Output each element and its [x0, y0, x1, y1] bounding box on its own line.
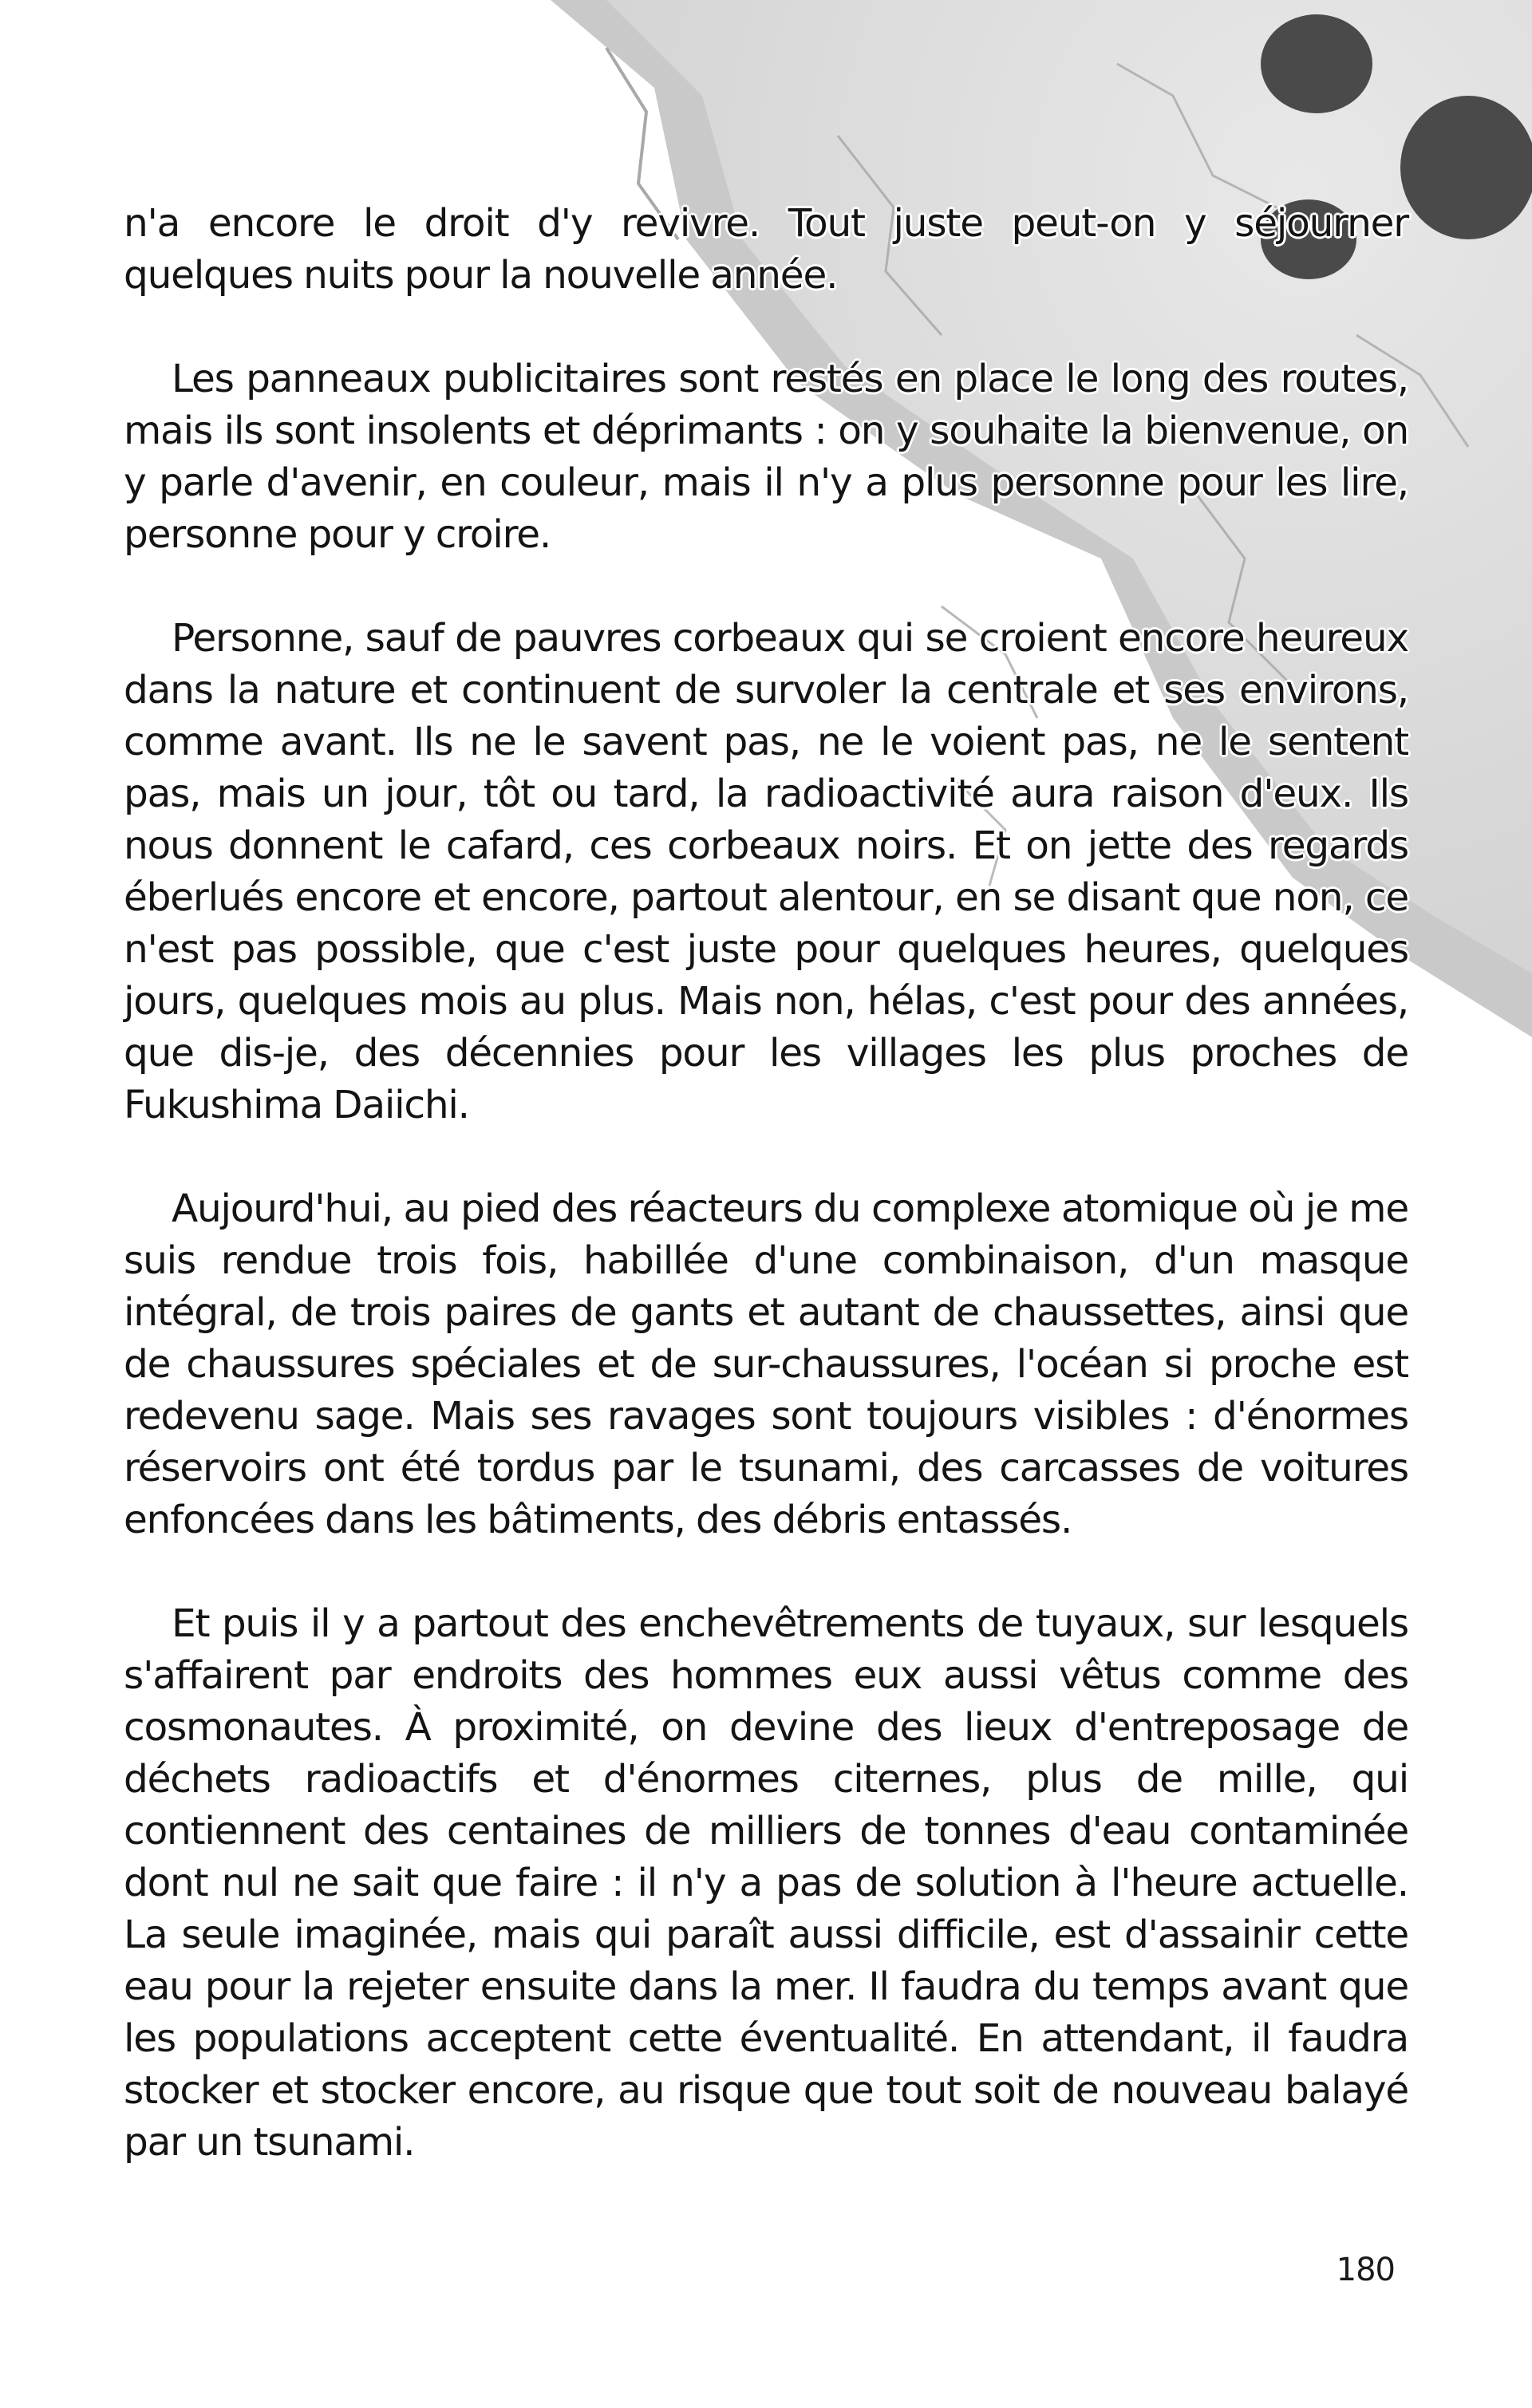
dark-dot: [1400, 96, 1532, 239]
dark-dot: [1261, 14, 1372, 113]
paragraph-4: Aujourd'hui, au pied des réacteurs du complexe atomique où je me suis rendue trois fois, habillée d'une combinaison, d'un masque intégral, de trois paires de gants et autant de chaussettes, ainsi que de chaussures spéciales et de sur-chaussures, l'océan si proche est redevenu sage. Mais ses ravages sont toujours visibles : d'énormes réservoirs ont été tordus par le tsunami, des carcasses de voitures enfoncées dans les bâtiments, des débris entassés.: [124, 1186, 1408, 1542]
paragraph-5: Et puis il y a partout des enchevêtrements de tuyaux, sur lesquels s'affairent par endroits des hommes eux aussi vêtus comme des cosmonautes. À proximité, on devine des lieux d'entreposage de déchets radioactifs et d'énormes citernes, plus de mille, qui contiennent des centaines de milliers de tonnes d'eau contaminée dont nul ne sait que faire : il n'y a pas de solution à l'heure actuelle. La seule imaginée, mais qui paraît aussi difficile, est d'assainir cette eau pour la rejeter ensuite dans la mer. Il faudra du temps avant que les populations acceptent cette éventualité. En attendant, il faudra stocker et stocker encore, au risque que tout soit de nouveau balayé par un tsunami.: [124, 1601, 1408, 2165]
paragraph-3: Personne, sauf de pauvres corbeaux qui se croient encore heureux dans la nature et continuent de survoler la centrale et ses environs, comme avant. Ils ne le savent pas, ne le voient pas, ne le sentent pas, mais un jour, tôt ou tard, la radioactivité aura raison d'eux. Ils nous donnent le cafard, ces corbeaux noirs. Et on jette des regards éberlués encore et encore, partout alentour, en se disant que non, ce n'est pas possible, que c'est juste pour quelques heures, quelques jours, quelques mois au plus. Mais non, hélas, c'est pour des années, que dis-je, des décennies pour les villages les plus proches de Fukushima Daiichi.: [124, 616, 1408, 1127]
body-text: [124, 198, 1408, 2220]
page-number: 180: [1336, 2252, 1395, 2288]
paragraph-2: Les panneaux publicitaires sont restés en place le long des routes, mais ils sont insolents et déprimants : on y souhaite la bienvenue, on y parle d'avenir, en couleur, mais il n'y a plus personne pour les lire, personne pour y croire.: [124, 357, 1408, 557]
paragraph-1: n'a encore le droit d'y revivre. Tout juste peut-on y séjourner quelques nuits pour la nouvelle année.: [124, 201, 1408, 298]
